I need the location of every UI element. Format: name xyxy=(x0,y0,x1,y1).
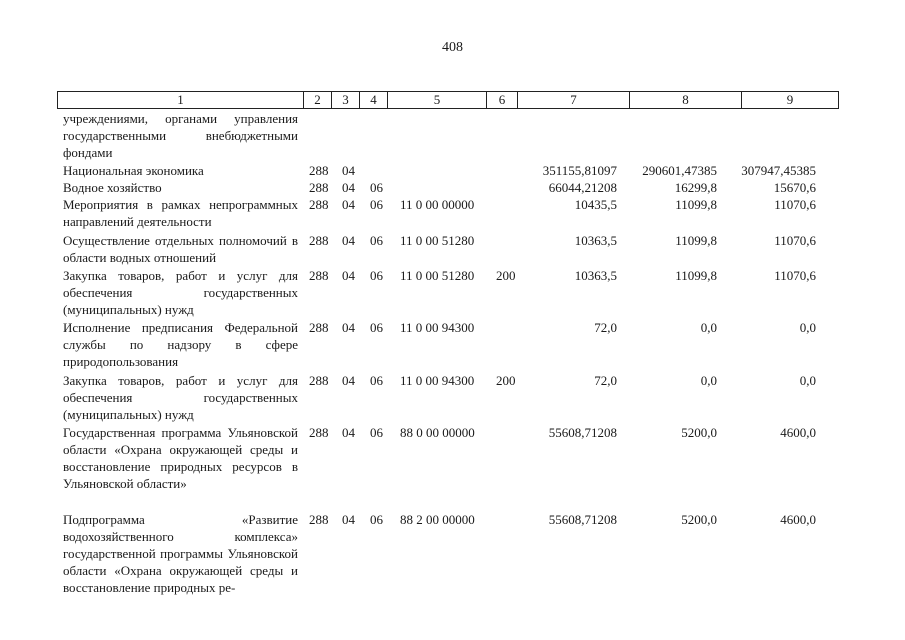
table-row xyxy=(0,372,905,424)
cell-subsection-code: 06 xyxy=(370,373,383,388)
cell-target-article: 11 0 00 51280 xyxy=(400,233,475,248)
cell-section-code: 04 xyxy=(342,233,355,248)
cell-subsection-code: 06 xyxy=(370,180,383,195)
table-row xyxy=(0,424,905,511)
cell-amount-col7: 10435,5 xyxy=(574,197,617,212)
cell-amount-col7: 66044,21208 xyxy=(548,180,617,195)
row-description: Исполнение предписания Федеральной службы по надзору в сфере природопользования xyxy=(63,320,298,369)
cell-amount-col9: 15670,6 xyxy=(773,180,816,195)
header-col-4: 4 xyxy=(360,92,388,109)
cell-amount-col9: 4600,0 xyxy=(780,425,816,440)
cell-amount-col7: 351155,81097 xyxy=(542,163,617,178)
cell-amount-col7: 10363,5 xyxy=(574,268,617,283)
cell-section-code: 04 xyxy=(342,425,355,440)
cell-amount-col8: 11099,8 xyxy=(675,197,717,212)
cell-target-article: 88 2 00 00000 xyxy=(400,512,475,527)
cell-amount-col8: 16299,8 xyxy=(674,180,717,195)
table-row xyxy=(0,267,905,319)
cell-ministry-code: 288 xyxy=(309,233,329,248)
cell-amount-col9: 0,0 xyxy=(799,373,816,388)
table-row xyxy=(0,196,905,232)
cell-expense-type: 200 xyxy=(496,373,516,388)
cell-amount-col7: 10363,5 xyxy=(574,233,617,248)
header-col-5: 5 xyxy=(388,92,487,109)
cell-amount-col9: 4600,0 xyxy=(780,512,816,527)
cell-amount-col8: 11099,8 xyxy=(675,268,717,283)
cell-section-code: 04 xyxy=(342,373,355,388)
cell-amount-col9: 307947,45385 xyxy=(741,163,816,178)
row-description: Подпрограмма «Развитие водохозяйственного комплекса» государственной программы Ульяновской области «Охрана окружающей среды и восстановление природных ре- xyxy=(63,512,298,595)
cell-amount-col8: 290601,47385 xyxy=(642,163,717,178)
cell-ministry-code: 288 xyxy=(309,268,329,283)
row-description: Закупка товаров, работ и услуг для обеспечения государственных (муниципальных) нужд xyxy=(63,268,298,317)
cell-subsection-code: 06 xyxy=(370,512,383,527)
row-description: Мероприятия в рамках непрограммных направлений деятельности xyxy=(63,197,298,229)
cell-subsection-code: 06 xyxy=(370,268,383,283)
cell-subsection-code: 06 xyxy=(370,425,383,440)
cell-amount-col9: 11070,6 xyxy=(774,268,816,283)
cell-amount-col8: 0,0 xyxy=(700,320,717,335)
row-description: Национальная экономика xyxy=(63,163,204,178)
cell-amount-col7: 55608,71208 xyxy=(548,425,617,440)
cell-amount-col8: 0,0 xyxy=(700,373,717,388)
table-row xyxy=(0,232,905,267)
table-row xyxy=(0,162,905,179)
cell-amount-col9: 0,0 xyxy=(799,320,816,335)
header-col-2: 2 xyxy=(304,92,332,109)
row-description: Закупка товаров, работ и услуг для обеспечения государственных (муниципальных) нужд xyxy=(63,373,298,422)
budget-rows xyxy=(0,110,905,599)
cell-amount-col9: 11070,6 xyxy=(774,233,816,248)
header-col-7: 7 xyxy=(518,92,630,109)
cell-target-article: 11 0 00 51280 xyxy=(400,268,475,283)
cell-section-code: 04 xyxy=(342,163,355,178)
cell-ministry-code: 288 xyxy=(309,373,329,388)
header-col-9: 9 xyxy=(742,92,839,109)
cell-amount-col8: 5200,0 xyxy=(681,425,717,440)
row-description: Водное хозяйство xyxy=(63,180,162,195)
cell-section-code: 04 xyxy=(342,268,355,283)
cell-ministry-code: 288 xyxy=(309,320,329,335)
cell-subsection-code: 06 xyxy=(370,233,383,248)
table-row xyxy=(0,179,905,196)
cell-ministry-code: 288 xyxy=(309,512,329,527)
row-description: Осуществление отдельных полномочий в области водных отношений xyxy=(63,233,298,265)
header-col-8: 8 xyxy=(630,92,742,109)
cell-ministry-code: 288 xyxy=(309,197,329,212)
cell-section-code: 04 xyxy=(342,197,355,212)
row-description: учреждениями, органами управления государственными внебюджетными фондами xyxy=(63,111,298,160)
cell-amount-col8: 5200,0 xyxy=(681,512,717,527)
cell-ministry-code: 288 xyxy=(309,425,329,440)
table-row xyxy=(0,319,905,372)
cell-target-article: 11 0 00 94300 xyxy=(400,373,475,388)
cell-subsection-code: 06 xyxy=(370,320,383,335)
header-col-1: 1 xyxy=(58,92,304,109)
cell-amount-col7: 55608,71208 xyxy=(548,512,617,527)
cell-section-code: 04 xyxy=(342,180,355,195)
cell-target-article: 11 0 00 94300 xyxy=(400,320,475,335)
cell-subsection-code: 06 xyxy=(370,197,383,212)
table-row xyxy=(0,110,905,162)
header-col-6: 6 xyxy=(487,92,518,109)
cell-amount-col7: 72,0 xyxy=(594,320,617,335)
header-col-3: 3 xyxy=(332,92,360,109)
cell-amount-col9: 11070,6 xyxy=(774,197,816,212)
cell-expense-type: 200 xyxy=(496,268,516,283)
cell-ministry-code: 288 xyxy=(309,180,329,195)
cell-amount-col8: 11099,8 xyxy=(675,233,717,248)
column-number-header xyxy=(57,91,839,109)
cell-section-code: 04 xyxy=(342,512,355,527)
cell-ministry-code: 288 xyxy=(309,163,329,178)
row-description: Государственная программа Ульяновской области «Охрана окружающей среды и восстановление природных ресурсов в Ульяновской области» xyxy=(63,425,298,491)
page-number: 408 xyxy=(442,40,463,55)
cell-section-code: 04 xyxy=(342,320,355,335)
cell-target-article: 11 0 00 00000 xyxy=(400,197,475,212)
cell-amount-col7: 72,0 xyxy=(594,373,617,388)
table-row xyxy=(0,511,905,599)
cell-target-article: 88 0 00 00000 xyxy=(400,425,475,440)
